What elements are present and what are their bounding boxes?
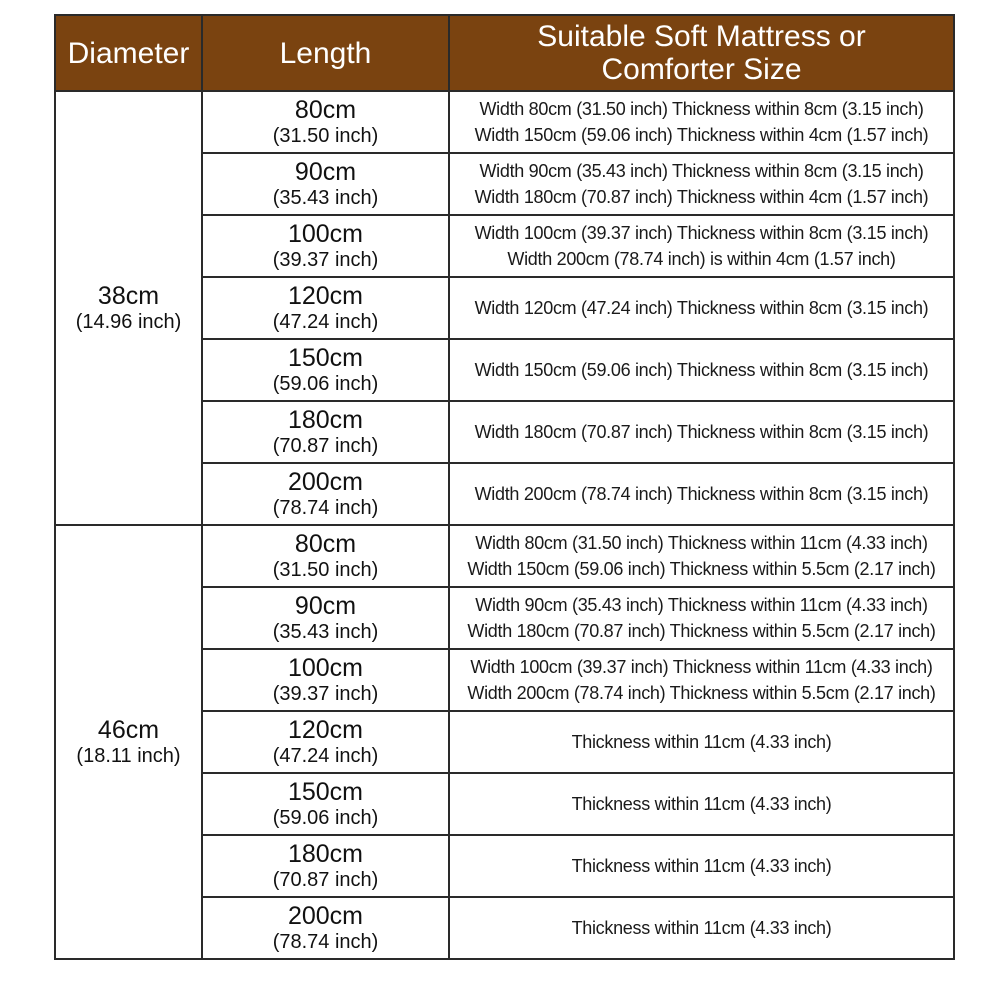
length-cell [202,277,449,339]
suitable-size-cell [449,649,954,711]
suitable-size-line: Width 180cm (70.87 inch) Thickness within 8cm (3.15 inch) [474,422,929,442]
length-cm: 150cm [287,343,364,372]
length-inch: (70.87 inch) [272,434,379,457]
suitable-size-line: Thickness within 11cm (4.33 inch) [571,856,832,876]
length-inch: (31.50 inch) [272,558,379,581]
length-cm: 100cm [287,653,364,682]
length-cm: 120cm [287,281,364,310]
length-cell [202,153,449,215]
diameter-inch: (18.11 inch) [76,744,181,767]
suitable-size-cell [449,897,954,959]
length-cell [202,835,449,897]
header-length: Length [202,15,449,91]
length-cm: 80cm [294,529,357,558]
suitable-size-line: Thickness within 11cm (4.33 inch) [571,732,832,752]
length-inch: (78.74 inch) [272,496,379,519]
length-cm: 180cm [287,839,364,868]
suitable-size-line: Width 200cm (78.74 inch) Thickness within 5.5cm (2.17 inch) [467,683,936,703]
header-suitable-line1: Suitable Soft Mattress or [537,20,866,53]
length-cm: 200cm [287,467,364,496]
diameter-cm: 38cm [97,281,160,310]
length-inch: (35.43 inch) [272,186,379,209]
length-cm: 150cm [287,777,364,806]
suitable-size-line: Thickness within 11cm (4.33 inch) [571,918,832,938]
length-cell [202,773,449,835]
suitable-size-line: Width 200cm (78.74 inch) is within 4cm (1.57 inch) [507,249,896,269]
table-row [55,91,954,153]
length-cm: 90cm [294,591,357,620]
suitable-size-cell [449,401,954,463]
suitable-size-line: Width 90cm (35.43 inch) Thickness within 8cm (3.15 inch) [479,161,924,181]
suitable-size-cell [449,215,954,277]
suitable-size-cell [449,835,954,897]
length-inch: (31.50 inch) [272,124,379,147]
diameter-cell [55,525,202,959]
table-body [55,91,954,959]
length-cm: 200cm [287,901,364,930]
diameter-cm: 46cm [97,715,160,744]
table-header [55,15,954,91]
suitable-size-cell [449,587,954,649]
diameter-inch: (14.96 inch) [75,310,182,333]
suitable-size-line: Width 180cm (70.87 inch) Thickness within 5.5cm (2.17 inch) [467,621,936,641]
header-diameter: Diameter [55,15,202,91]
suitable-size-line: Width 100cm (39.37 inch) Thickness within 8cm (3.15 inch) [474,223,929,243]
length-cell [202,91,449,153]
suitable-size-line: Width 80cm (31.50 inch) Thickness within 11cm (4.33 inch) [475,533,928,553]
length-cm: 100cm [287,219,364,248]
header-suitable-line2: Comforter Size [601,53,802,86]
length-inch: (35.43 inch) [272,620,379,643]
suitable-size-line: Width 150cm (59.06 inch) Thickness within 5.5cm (2.17 inch) [467,559,936,579]
diameter-cell [55,91,202,525]
length-inch: (59.06 inch) [272,372,379,395]
suitable-size-line: Width 100cm (39.37 inch) Thickness within 11cm (4.33 inch) [470,657,933,677]
length-cell [202,587,449,649]
length-cell [202,339,449,401]
suitable-size-cell [449,339,954,401]
suitable-size-line: Width 150cm (59.06 inch) Thickness within 8cm (3.15 inch) [474,360,929,380]
table-row [55,525,954,587]
length-inch: (70.87 inch) [272,868,379,891]
suitable-size-line: Width 90cm (35.43 inch) Thickness within 11cm (4.33 inch) [475,595,928,615]
suitable-size-line: Width 120cm (47.24 inch) Thickness within 8cm (3.15 inch) [474,298,929,318]
suitable-size-line: Width 180cm (70.87 inch) Thickness within 4cm (1.57 inch) [474,187,929,207]
length-cell [202,897,449,959]
size-table [54,14,955,960]
size-chart [54,14,953,960]
length-cell [202,463,449,525]
length-cell [202,711,449,773]
length-cm: 80cm [294,95,357,124]
length-inch: (47.24 inch) [272,744,379,767]
length-inch: (47.24 inch) [272,310,379,333]
suitable-size-cell [449,773,954,835]
length-cell [202,649,449,711]
length-cm: 120cm [287,715,364,744]
suitable-size-cell [449,277,954,339]
header-suitable-size [449,15,954,91]
suitable-size-line: Width 150cm (59.06 inch) Thickness within 4cm (1.57 inch) [474,125,929,145]
length-inch: (78.74 inch) [272,930,379,953]
suitable-size-line: Width 80cm (31.50 inch) Thickness within 8cm (3.15 inch) [479,99,924,119]
length-cell [202,525,449,587]
length-inch: (39.37 inch) [272,248,379,271]
suitable-size-cell [449,711,954,773]
suitable-size-cell [449,463,954,525]
suitable-size-line: Thickness within 11cm (4.33 inch) [571,794,832,814]
suitable-size-cell [449,91,954,153]
length-cell [202,215,449,277]
length-cell [202,401,449,463]
length-cm: 180cm [287,405,364,434]
length-inch: (59.06 inch) [272,806,379,829]
header-row [55,15,954,91]
suitable-size-cell [449,525,954,587]
length-inch: (39.37 inch) [272,682,379,705]
suitable-size-cell [449,153,954,215]
suitable-size-line: Width 200cm (78.74 inch) Thickness within 8cm (3.15 inch) [474,484,929,504]
length-cm: 90cm [294,157,357,186]
